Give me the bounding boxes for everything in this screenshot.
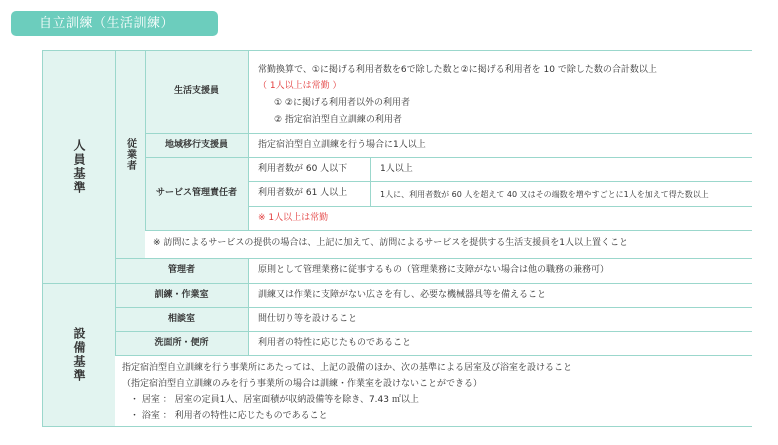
personnel-section-label: 人員基準: [72, 138, 86, 195]
visit-service-note: ※ 訪問によるサービスの提供の場合は、上記に加えて、訪問によるサービスを提供する生活支援員を1人以上置くこと: [153, 238, 628, 248]
manager-label: 管理者: [167, 265, 195, 275]
service-manager-row1-value: 1人以上: [380, 164, 413, 174]
life-support-label: 生活支援員: [173, 86, 219, 96]
lodging-text-1: 指定宿泊型自立訓練を行う事業所にあたっては、上記の設備のほか、次の基準による居室及び浴室を設けること: [122, 363, 573, 373]
service-manager-note: ※ 1人以上は常勤: [258, 213, 329, 223]
personnel-section-label-wrap: [42, 50, 115, 283]
transition-support-label: 地域移行支援員: [164, 139, 228, 150]
facility-section-label-wrap: [42, 283, 115, 426]
service-manager-header: [145, 157, 248, 230]
washroom-text: 利用者の特性に応じたものであること: [258, 338, 412, 348]
lodging-bath-rule: ・ 浴室 ： 利用者の特性に応じたものであること: [130, 411, 328, 421]
standards-table: [42, 50, 752, 426]
lodging-room-rule: ・ 居室 ： 居室の定員1人、居室面積が収納設備等を除き、7.43 ㎡以上: [130, 395, 419, 405]
consult-room-header: [115, 307, 248, 331]
training-room-header: [115, 283, 248, 307]
staff-label-wrap: [115, 50, 145, 258]
lodging-text-2: （指定宿泊型自立訓練のみを行う事業所の場合は訓練・作業室を設けないことができる）: [122, 379, 483, 389]
transition-support-text: 指定宿泊型自立訓練を行う場合に1人以上: [258, 140, 426, 150]
life-support-item-2: ② 指定宿泊型自立訓練の利用者: [274, 115, 402, 125]
service-manager-row1-condition: 利用者数が 60 人以下: [258, 164, 348, 174]
consult-room-text: 間仕切り等を設けること: [258, 314, 358, 324]
facility-section-label: 設備基準: [72, 326, 86, 383]
page-title: 自立訓練（生活訓練）: [11, 11, 218, 36]
life-support-text: 常勤換算で、①に掲げる利用者数を6で除した数と②に掲げる利用者を 10 で除した数の合計数以上: [258, 65, 657, 75]
staff-label: 従業者: [124, 137, 136, 171]
life-support-note: （ 1人以上は常勤 ）: [258, 81, 342, 91]
life-support-header: [145, 50, 248, 133]
training-room-text: 訓練又は作業に支障がない広さを有し、必要な機械器具等を備えること: [258, 290, 547, 300]
training-room-label: 訓練・作業室: [154, 289, 209, 300]
service-manager-row2-value: 1人に、利用者数が 60 人を超えて 40 又はその端数を増やすごとに1人を加えて得た数以上: [380, 190, 709, 199]
consult-room-label: 相談室: [167, 313, 195, 324]
manager-header: [115, 258, 248, 283]
washroom-header: [115, 331, 248, 355]
manager-text: 原則として管理業務に従事するもの（管理業務に支障がない場合は他の職務の兼務可）: [258, 265, 610, 275]
transition-support-header: [145, 133, 248, 157]
service-manager-label: サービス管理責任者: [155, 188, 237, 198]
life-support-item-1: ① ②に掲げる利用者以外の利用者: [274, 98, 410, 108]
washroom-label: 洗面所・便所: [154, 337, 209, 348]
service-manager-row2-condition: 利用者数が 61 人以上: [258, 188, 348, 198]
